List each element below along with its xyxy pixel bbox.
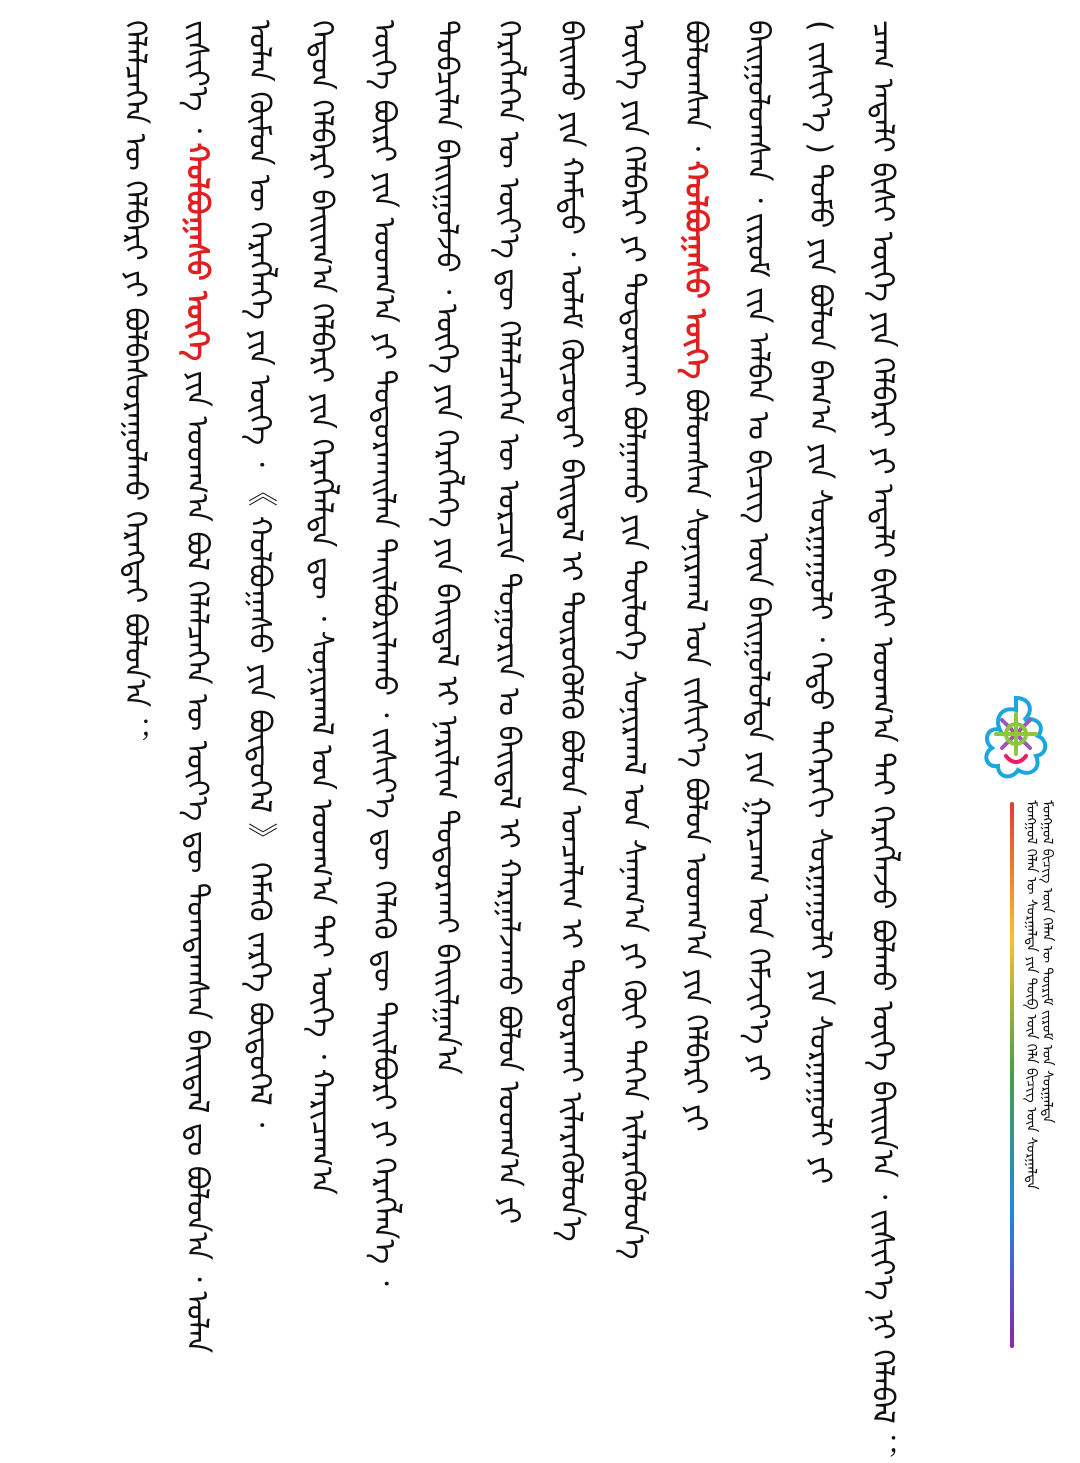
text-run: ᠬᠡᠷᠡᠭᠯᠡᠭᠡᠨ ᠦ ᠦᠶ᠎ᠡ ᠳᠦ ᠬᠡᠯᠡᠯᠴᠡᠭᠡᠨ ᠦ ᠣᠷᠴᠢᠨ ᠲᠣᠭᠣᠷᠢᠨ ᠤ ᠪᠠᠢᠳᠠᠯ ᠢ ᠬᠠᠷᠭᠠᠯᠵᠠᠬᠤ ᠪᠣᠯᠤᠨ ᠤᠳᠬ᠎ᠠ ᠶᠢ bbox=[491, 20, 527, 1224]
endless-knot-logo-icon bbox=[976, 690, 1056, 786]
text-column bbox=[605, 20, 661, 1400]
text-run: ᠲᠣᠪᠴᠢᠯᠠᠨ ᠪᠠᠢᠢᠭᠤᠯᠵᠤ ᠂ ᠦᠭᠡ ᠶᠢᠨ ᠬᠡᠷᠡᠭᠯᠡᠭᠡ ᠶᠢᠨ ᠪᠠᠢᠳᠠᠯ ᠢ ᠨᠠᠷᠢᠯᠢᠭ ᠲᠣᠳᠣᠷᠬᠠᠢ ᠪᠠᠢᠢᠯᠭᠠᠨ᠎ᠠ bbox=[428, 20, 464, 1075]
text-column bbox=[231, 20, 287, 1400]
article-body bbox=[100, 20, 910, 1463]
text-column bbox=[480, 20, 536, 1400]
text-run: ᠦᠭᠡ ᠪᠦᠷᠢ ᠶᠢᠨ ᠤᠳᠬ᠎ᠠ ᠶᠢ ᠲᠣᠳᠣᠷᠬᠠᠢᠯᠠᠨ ᠲᠠᠢᠯᠪᠤᠷᠢᠯᠠᠬᠤ ᠂ ᠵᠢᠱᠢᠶ᠎ᠡ ᠳᠦ ᠬᠡᠯᠡᠬᠦ ᠳᠦ ᠲᠠᠢᠯᠪᠤᠷᠢ ᠶᠢ ᠬᠡᠷᠡᠭᠯᠡᠨ᠎ᠡ ᠂ bbox=[366, 20, 402, 1286]
text-run: ( ᠵᠢᠱᠢᠶ᠎ᠡ ) ᠲᠣᠮᠣ ᠶᠢᠨ ᠪᠣᠯᠤᠨ ᠪᠠᠭ᠎ᠠ ᠶᠢᠨ ᠰᠤᠷᠭᠠᠭᠤᠯᠢ ᠂ ᠬᠡᠳᠦ ᠳᠡᠭᠡᠷᠡᠬᠢ ᠰᠤᠷᠭᠠᠭᠤᠯᠢ ᠶᠢᠨ ᠰᠤᠷᠭᠠᠭᠤᠯᠢ ᠶᠢ bbox=[802, 20, 838, 1185]
text-run: ᠶᠢᠨ ᠤᠳᠬ᠎ᠠ ᠪᠣᠯ ᠬᠡᠯᠡᠯᠴᠡᠭᠡᠨ ᠦ ᠦᠶ᠎ᠡ ᠳᠦ ᠲᠣᠭᠲᠠᠭᠰᠠᠨ ᠪᠠᠢᠳᠠᠯ ᠳᠤ ᠪᠣᠯᠤᠨ᠎ᠠ ᠂ ᠣᠯᠠᠨ bbox=[179, 361, 215, 1354]
text-column bbox=[792, 20, 848, 1400]
text-column bbox=[729, 20, 785, 1400]
keyword-highlight: ᠬᠣᠯᠪᠣᠭᠠᠰᠤ ᠦᠭᠡ bbox=[179, 142, 215, 362]
text-column bbox=[542, 20, 598, 1400]
header-subtitle-line: ᠮᠣᠩᠭᠣᠯ ᠪᠢᠴᠢᠭ ᠦᠨ ᠬᠡᠯᠡᠨ ᠦ ᠳᠦᠷᠢᠮ ᠵᠢᠷᠤᠮ ᠤᠨ ᠰᠤᠷᠭᠠᠯᠲᠠ bbox=[1039, 800, 1055, 1124]
text-run: ᠵᠢᠱᠢᠶ᠎ᠡ ᠂ bbox=[179, 20, 215, 143]
text-run: ᠴᠠᠭ ᠠᠳᠠᠯᠢ ᠪᠢᠰᠢ ᠦᠭᠡ ᠶᠢᠨ ᠬᠡᠯᠪᠡᠷᠢ ᠶᠢ ᠠᠳᠠᠯᠢ ᠪᠢᠰᠢ ᠤᠳᠬ᠎ᠠ ᠲᠠᠢ ᠬᠡᠷᠡᠭᠯᠡᠵᠦ ᠪᠣᠯᠬᠤ ᠦᠭᠡ ᠪᠠᠢᠢᠨ᠎ᠠ ᠂ ᠵᠢᠱᠢᠶ᠎ᠡ ᠨᠢ bbox=[865, 20, 900, 1350]
text-run: ᠬᠡᠯᠡᠪᠡᠯ ︔ bbox=[865, 1349, 900, 1463]
text-run: ᠪᠠᠢᠬᠤ ᠶᠢᠨ ᠬᠠᠮᠲᠤ ᠂ ᠤᠯᠠᠮ ᠬᠦᠴᠦᠲᠡᠢ ᠪᠠᠢᠳᠠᠯ ᠢ ᠲᠦᠷᠦᠭᠦᠯᠬᠦ ᠪᠣᠯᠤᠨ ᠣᠨᠴᠠᠯᠢᠭ ᠢ ᠲᠣᠳᠣᠷᠬᠠᠢ ᠢᠯᠡᠷᠡᠭᠦᠯᠦᠨ᠎ᠡ bbox=[553, 20, 589, 1242]
text-run: ᠣᠯᠠᠨ ᠬᠦᠮᠦᠨ ᠦ ᠬᠡᠷᠡᠭᠯᠡᠭᠡ ᠶᠢᠨ ᠦᠭᠡ ᠂ 《 ᠬᠣᠯᠪᠣᠭᠠᠰᠤ ᠶᠢᠨ ᠪᠦᠲᠦᠭᠡᠯ 》 ᠬᠡᠮᠡᠬᠦ ᠵᠡᠷᠭᠡ ᠪᠦᠲᠦᠭᠡᠯ ᠂ bbox=[241, 20, 277, 1128]
text-column bbox=[854, 20, 910, 1463]
text-column bbox=[293, 20, 349, 1400]
text-run: ᠬᠡᠯᠡᠯᠴᠡᠭᠡᠨ ᠦ ᠬᠡᠯᠪᠡᠷᠢ ᠶᠢ ᠪᠣᠯᠪᠠᠰᠤᠷᠠᠭᠤᠯᠬᠤ ᠬᠡᠷᠡᠭᠲᠡᠢ ᠪᠣᠯᠤᠨ᠎ᠠ ︔ bbox=[117, 20, 153, 747]
text-run: ᠪᠣᠯᠤᠭᠰᠠᠨ ᠰᠣᠨᠢᠷᠬᠠᠯ ᠤᠨ ᠵᠢᠱᠢᠶ᠎ᠡ ᠪᠣᠯᠤᠨ ᠤᠳᠬ᠎ᠠ ᠶᠢᠨ ᠬᠡᠯᠪᠡᠷᠢ ᠶᠢ bbox=[678, 379, 714, 1132]
header-title-line: ᠮᠣᠩᠭᠣᠯ ᠬᠡᠯᠡᠨ ᠦ ᠰᠤᠷᠭᠠᠯᠲᠠ ᠶᠢᠨ ᠲᠥᠪ ᠦᠨ ᠬᠡᠯᠡ ᠪᠢᠴᠢᠭ ᠦᠨ ᠰᠤᠷᠭᠠᠯᠲᠠ bbox=[1023, 800, 1039, 1190]
text-run: ᠪᠠᠢᠭᠤᠯᠤᠭᠰᠠᠨ ᠂ ᠵᠢᠷᠤᠮ ᠵᠢᠨ ᠠᠯᠪᠠᠨ ᠤ ᠪᠢᠴᠢᠭ ᠦᠨ ᠪᠠᠢᠭᠤᠯᠤᠯᠲᠠ ᠶᠢᠨ ᠭᠠᠷᠴᠠᠭ ᠤᠨ ᠬᠡᠮᠵᠢᠶ᠎ᠡ ᠶᠢ bbox=[740, 20, 776, 1082]
keyword-highlight: ᠬᠣᠯᠪᠣᠭᠠᠰᠤ ᠦᠭᠡ bbox=[678, 160, 714, 380]
text-column bbox=[667, 20, 723, 1400]
text-run: ᠪᠣᠯᠤᠭᠰᠠᠨ ᠂ bbox=[678, 20, 714, 161]
text-column bbox=[356, 20, 412, 1400]
text-column bbox=[106, 20, 162, 1400]
text-run: ᠬᠡᠳᠦᠨ ᠬᠡᠯᠪᠡᠷᠢ ᠪᠠᠢᠢᠭ᠎ᠠ ᠬᠡᠯᠪᠡᠷᠢ ᠶᠢᠨ ᠬᠡᠷᠡᠭᠯᠡᠯᠲᠡ ᠳᠦ ᠂ ᠰᠣᠨᠢᠷᠬᠠᠯ ᠤᠨ ᠤᠳᠬ᠎ᠠ ᠲᠠᠢ ᠦᠭᠡ ᠂ ᠬᠠᠷᠢᠴᠠᠭ᠎ᠠ bbox=[304, 20, 340, 1195]
text-column bbox=[169, 20, 225, 1400]
text-run: ᠦᠭᠡ ᠶᠢᠨ ᠬᠡᠯᠪᠡᠷᠢ ᠶᠢ ᠲᠣᠳᠣᠷᠬᠠᠢ ᠪᠣᠯᠭᠠᠬᠤ ᠶᠢᠨ ᠲᠥᠯᠦᠭᠡ ᠰᠣᠨᠢᠷᠬᠠᠯ ᠤᠨ ᠰᠠᠨᠠᠭ᠎ᠠ ᠶᠢ ᠬᠦᠢ ᠳᠡᠭᠡᠨ ᠢᠯᠡᠷᠡᠭᠦᠯᠦᠨ᠎ᠡ bbox=[615, 20, 651, 1260]
header bbox=[972, 690, 1060, 1390]
rainbow-divider bbox=[1010, 802, 1014, 1348]
text-column bbox=[418, 20, 474, 1400]
